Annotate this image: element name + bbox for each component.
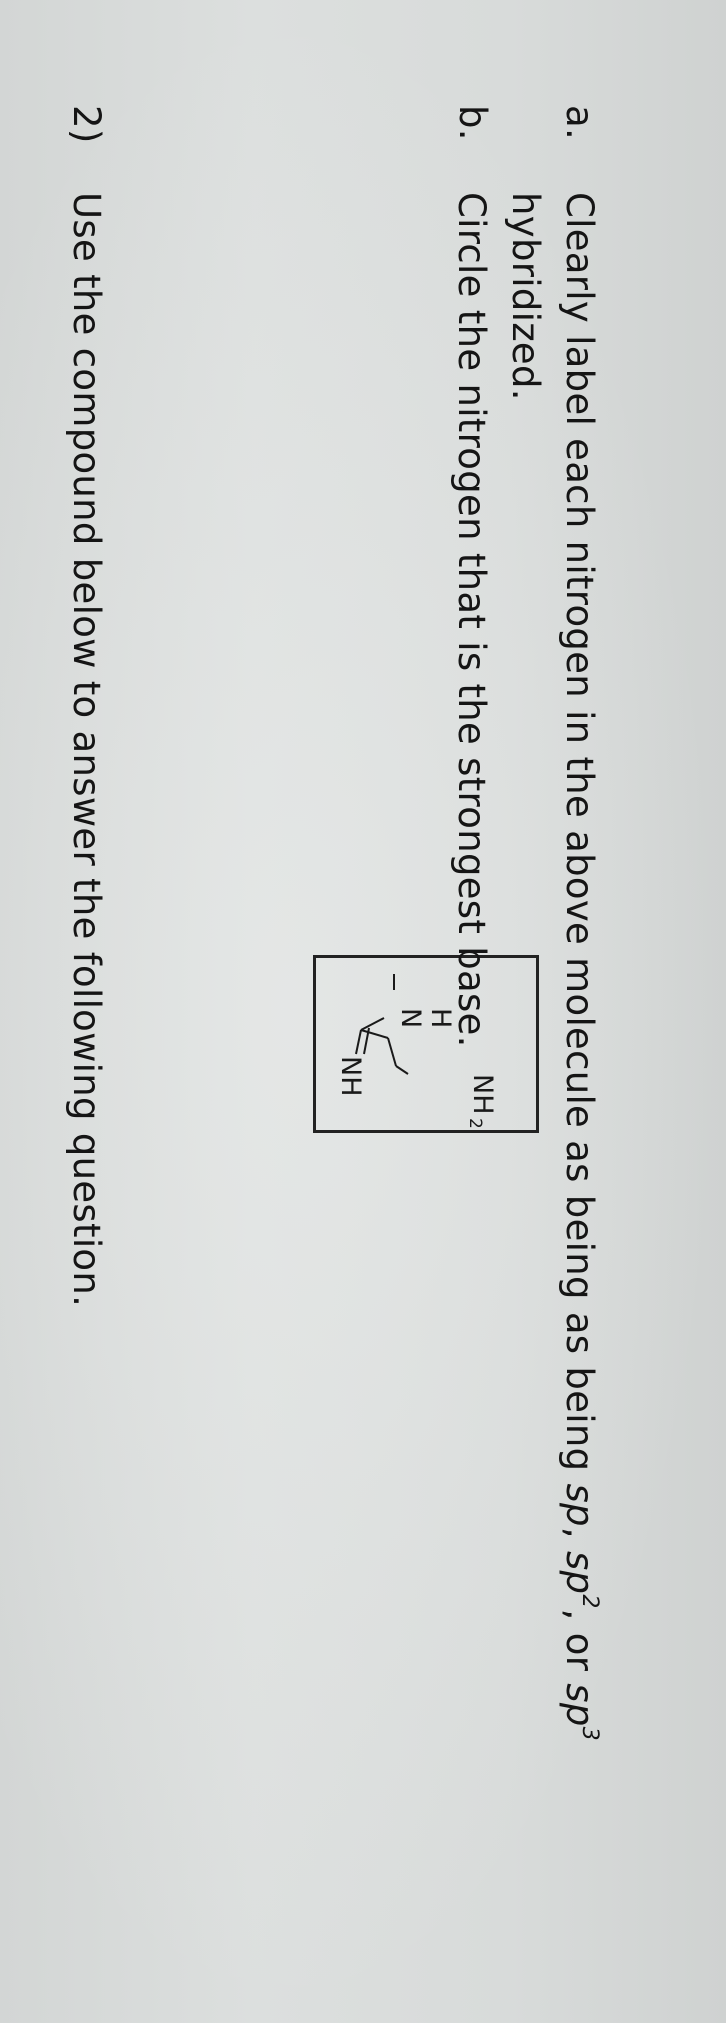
question-prompt: Use the compound below to answer the following question. [65, 192, 108, 1308]
part-a-sp: sp [558, 1483, 601, 1527]
compound-structure-box [313, 955, 539, 1133]
part-a-sep2: , or [558, 1608, 601, 1684]
imine-nh-label: NH [335, 1056, 366, 1097]
nh-hydrogen-label: H [425, 1008, 456, 1029]
part-b-label: b. [451, 105, 494, 141]
question-number: 2) [65, 105, 108, 144]
n-c-bond [361, 1018, 384, 1030]
amine-nh-label: NH [467, 1074, 498, 1115]
part-a-label: a. [558, 105, 601, 141]
imine-double-bond-1 [356, 1030, 361, 1054]
part-a-continuation: hybridized. [504, 192, 547, 401]
part-a-sp3: $sp^3$ [558, 1683, 602, 1741]
part-a-text-start: Clearly label each nitrogen in the above molecule as being as being [558, 192, 601, 1484]
part-b-text: Circle the nitrogen that is the strongest base. [450, 192, 493, 1048]
compound-structure-drawing [316, 958, 536, 1130]
nh-nitrogen-label: N [395, 1008, 426, 1029]
part-a-sep1: , [558, 1526, 601, 1551]
part-a-sp2: $sp^2$ [558, 1550, 602, 1609]
ch2-nh2-bond [396, 1066, 408, 1074]
part-a-text [552, 192, 606, 2012]
ch2-bond [388, 1038, 396, 1066]
amine-subscript: 2 [465, 1118, 485, 1129]
c-ch2-bond [361, 1030, 388, 1038]
